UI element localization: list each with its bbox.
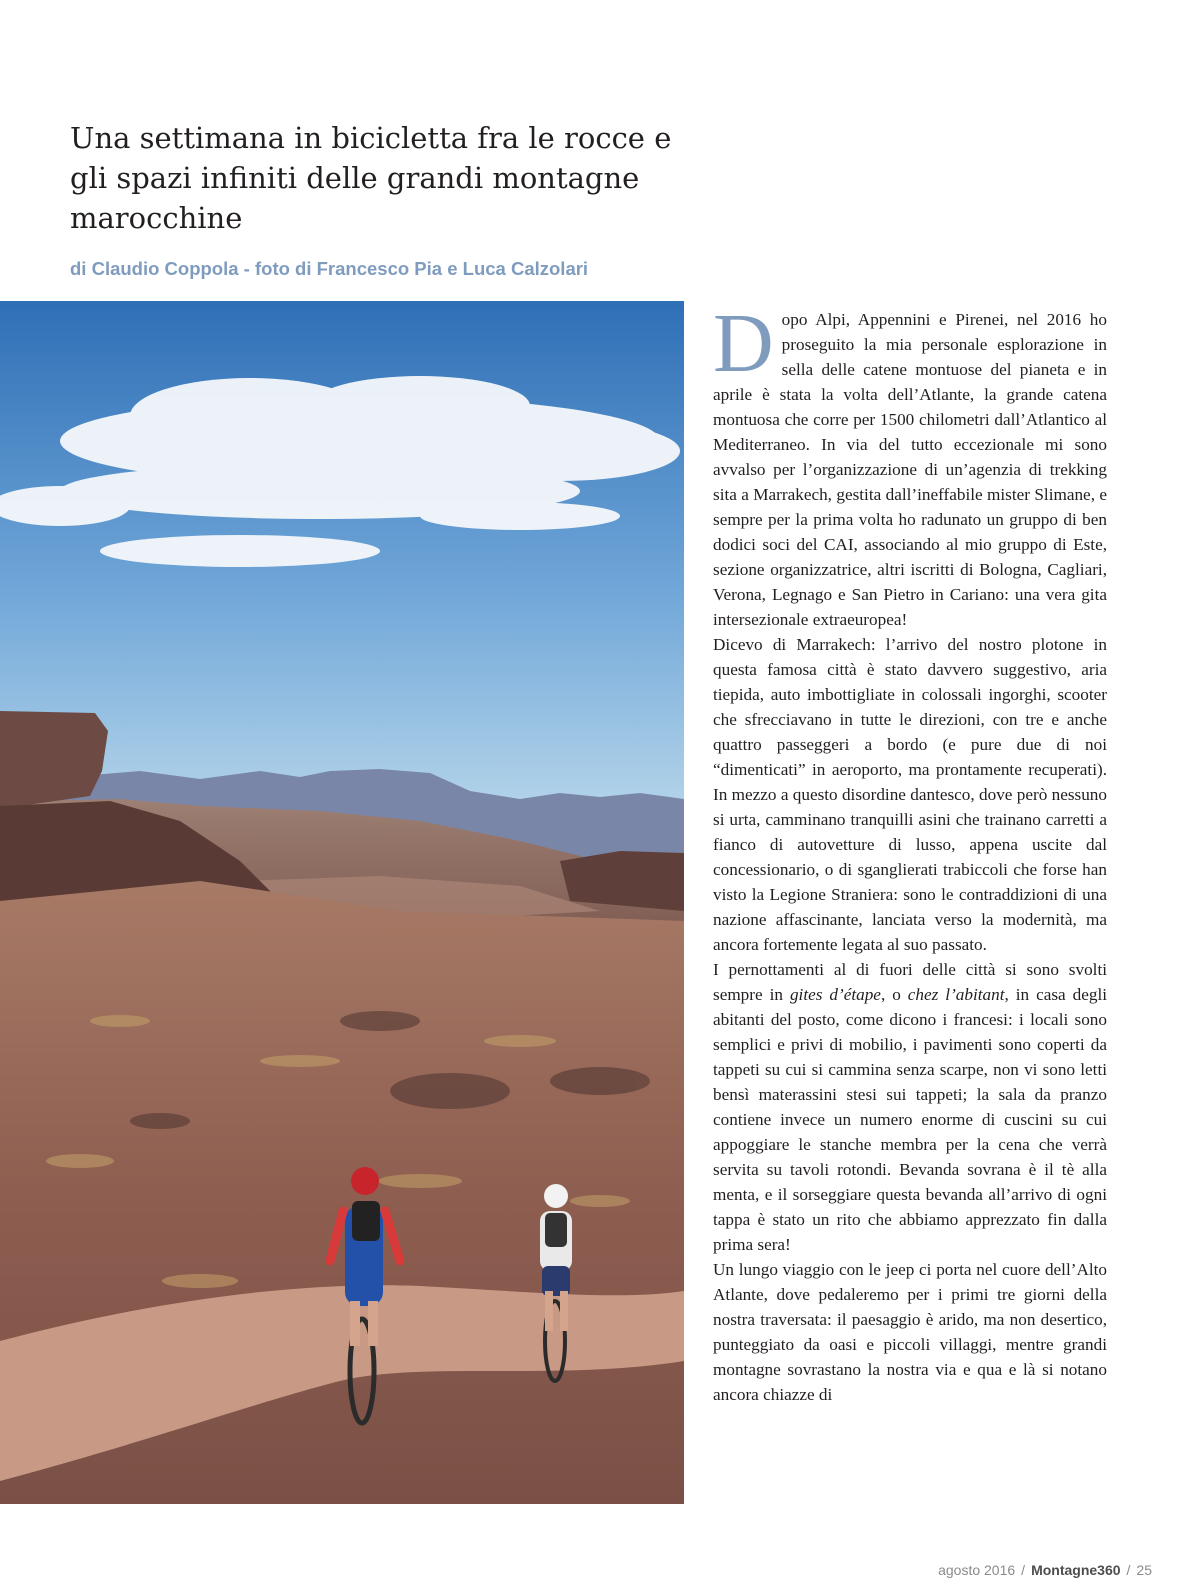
paragraph-3-text-b: , o: [880, 985, 908, 1004]
paragraph-3-italic-1: gites d’étape: [789, 985, 881, 1004]
article-title: Una settimana in bicicletta fra le rocce e gli spazi infiniti delle grandi montagne marocchine: [70, 121, 672, 235]
drop-cap: D: [713, 307, 774, 390]
mesa-rock: [0, 711, 108, 806]
paragraph-3-text-c: , in casa degli abitanti del posto, come dicono i francesi: i locali sono semplici e privi di mobilio, i pavimenti sono coperti da tappeti su cui si cammina senza scarpe, non vi sono letti bensì materassini stesi sui tappeti; la sala da pranzo contiene invece un numero enorme di cuscini su cui appoggiare le stanche membra per la cena che verrà servita su tavoli rotondi. Bevanda sovrana è il tè alla menta, e il sorseggiare questa bevanda all’arrivo di ogni tappa è stato un rito che abbiamo apprezzato fin dalla prima sera!: [713, 985, 1107, 1254]
landscape-illustration: [0, 301, 684, 1504]
article-body: [713, 307, 1107, 1507]
paragraph-2: Dicevo di Marrakech: l’arrivo del nostro plotone in questa famosa città è stato davvero suggestivo, aria tiepida, auto imbottigliate in colossali ingorghi, scooter che sfrecciavano in tutte le direzioni, con tre e anche quattro passeggeri a bordo (e pure due di noi “dimenticati” in aeroporto, ma prontamente recuperati). In mezzo a questo disordine dantesco, dove però nessuno si urta, camminano tranquilli asini che trainano carretti a fianco di autovetture di lusso, appena uscite dal concessionario, o di sganglierati trabiccoli che forse han visto la Legione Straniera: sono le contraddizioni di una nazione affascinante, lanciata verso la modernità, ma ancora fortemente legata al suo passato.: [713, 635, 1107, 954]
paragraph-3: [713, 957, 1107, 1257]
article-byline: di Claudio Coppola - foto di Francesco Pia e Luca Calzolari: [70, 258, 589, 279]
footer-date: agosto 2016: [938, 1562, 1016, 1578]
paragraph-4: Un lungo viaggio con le jeep ci porta nel cuore dell’Alto Atlante, dove pedaleremo per i primi tre giorni della nostra traversata: il paesaggio è arido, ma non desertico, punteggiato da oasi e piccoli villaggi, mentre grandi montagne sovrastano la nostra via e qua e là si notano ancora chiazze di: [713, 1260, 1107, 1404]
cyclists-photo: [0, 301, 684, 1504]
paragraph-1: [713, 307, 1107, 632]
footer-separator-2: /: [1126, 1562, 1131, 1578]
page-footer: [938, 1562, 1152, 1578]
footer-separator-1: /: [1021, 1562, 1026, 1578]
page-number: 25: [1136, 1562, 1152, 1578]
footer-magazine: Montagne360: [1031, 1562, 1121, 1578]
paragraph-3-text-a: I pernottamenti al di fuori delle città si sono svolti sempre in: [713, 960, 1107, 1004]
paragraph-1-text: opo Alpi, Appennini e Pirenei, nel 2016 ho proseguito la mia personale esplorazione in sella delle catene montuose del pianeta e in aprile è stata la volta dell’Atlante, la grande catena montuosa che corre per 1500 chilometri dall’Atlantico al Mediterraneo. In via del tutto eccezionale mi sono avvalso per l’organizzazione di un’agenzia di trekking sita a Marrakech, gestita dall’ineffabile mister Slimane, e sempre per la prima volta ho radunato un gruppo di ben dodici soci del CAI, associando al mio gruppo di Este, sezione organizzatrice, altri iscritti di Bologna, Cagliari, Verona, Legnago e San Pietro in Cariano: una vera gita intersezionale extraeuropea!: [713, 310, 1107, 629]
paragraph-3-italic-2: chez l’abitant: [907, 985, 1005, 1004]
